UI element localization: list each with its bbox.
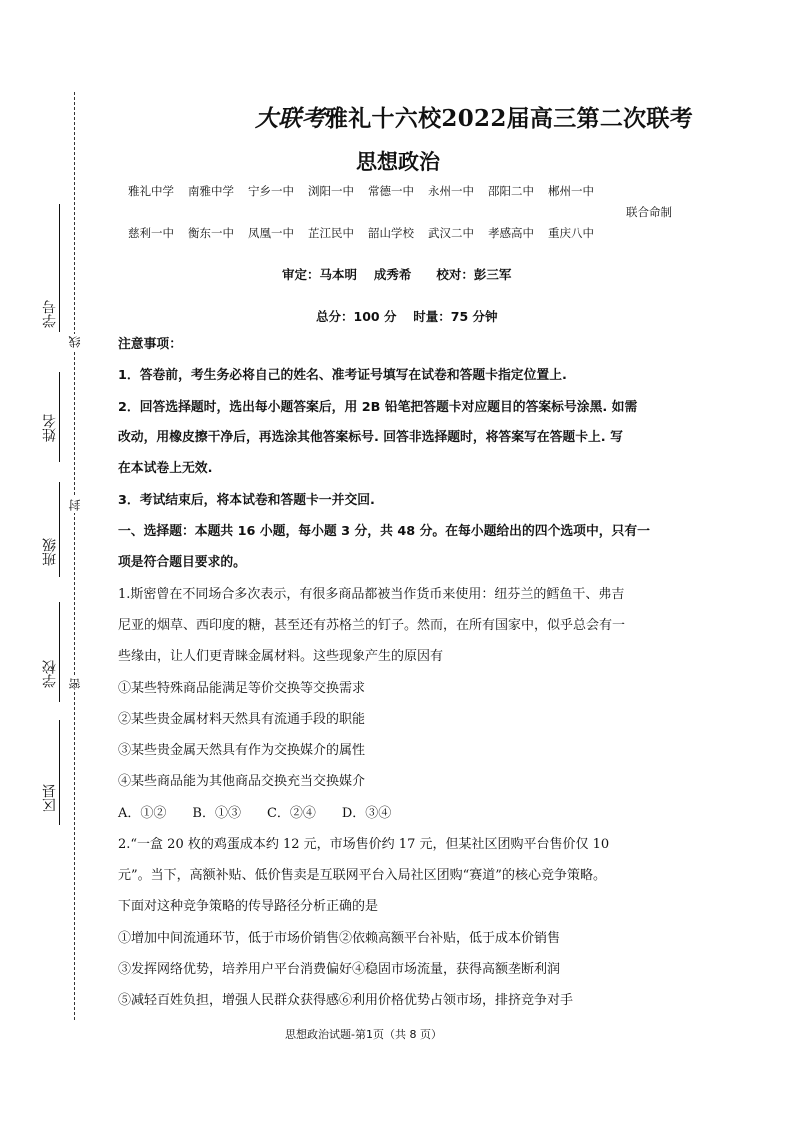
seal-char-line: 线 — [68, 336, 82, 348]
notice-line: 3．考试结束后，将本试卷和答题卡一并交回. — [118, 493, 375, 508]
school-name: 常德一中 — [368, 184, 414, 198]
school-name: 永州一中 — [428, 184, 474, 198]
binding-dashed-line — [74, 92, 75, 1020]
joint-compiled-label: 联合命制 — [626, 205, 672, 219]
field-underline-student-id — [59, 204, 60, 332]
school-name: 衡东一中 — [188, 226, 234, 240]
reviewers-line: 审定：马本明 成秀希 校对：彭三军 — [282, 267, 512, 282]
school-name: 浏阳一中 — [308, 184, 354, 198]
score-time-line: 总分：100 分 时量：75 分钟 — [316, 309, 498, 324]
field-label-name: 姓名 — [42, 414, 58, 442]
school-name: 慈利一中 — [128, 226, 174, 240]
field-label-student-id: 学号 — [42, 300, 58, 328]
question-line: 元”。当下，高额补贴、低价售卖是互联网平台入局社区团购“赛道”的核心竞争策略。 — [118, 868, 606, 883]
section-heading: 项是符合题目要求的。 — [118, 555, 246, 570]
seal-char-seal: 封 — [68, 499, 82, 511]
field-label-school: 学校 — [42, 660, 58, 688]
notice-heading: 注意事项： — [118, 337, 182, 352]
field-underline-name — [59, 372, 60, 462]
question-option: ③某些贵金属天然具有作为交换媒介的属性 — [118, 743, 366, 758]
field-label-district: 区县 — [42, 784, 58, 812]
school-name: 孝感高中 — [488, 226, 534, 240]
section-heading: 一、选择题：本题共 16 小题，每小题 3 分，共 48 分。在每小题给出的四个选项中，只有一 — [118, 524, 650, 539]
notice-line: 改动，用橡皮擦干净后，再选涂其他答案标号. 回答非选择题时，将答案写在答题卡上. 写 — [118, 430, 623, 445]
notice-line: 1．答卷前，考生务必将自己的姓名、准考证号填写在试卷和答题卡指定位置上. — [118, 368, 567, 383]
exam-title-text: 雅礼十六校2022届高三第二次联考 — [324, 105, 694, 132]
page-footer: 思想政治试题-第1页（共 8 页） — [285, 1028, 442, 1041]
field-underline-school — [59, 602, 60, 702]
exam-title-brand: 大联考 — [255, 105, 325, 132]
school-name: 南雅中学 — [188, 184, 234, 198]
school-name: 宁乡一中 — [248, 184, 294, 198]
seal-char-secret: 密 — [68, 678, 82, 690]
school-name: 邵阳二中 — [488, 184, 534, 198]
school-name: 凤凰一中 — [248, 226, 294, 240]
question-line: 些缘由，让人们更青睐金属材料。这些现象产生的原因有 — [118, 649, 444, 664]
school-name: 韶山学校 — [368, 226, 414, 240]
school-name: 重庆八中 — [548, 226, 594, 240]
question-option: ②某些贵金属材料天然具有流通手段的职能 — [118, 712, 366, 727]
question-option: ①某些特殊商品能满足等价交换等交换需求 — [118, 681, 366, 696]
field-label-class: 班级 — [42, 538, 58, 566]
school-name: 芷江民中 — [308, 226, 354, 240]
answer-choices: A．①② B．①③ C．②④ D．③④ — [118, 806, 392, 821]
question-line: 尼亚的烟草、西印度的糖，甚至还有苏格兰的钉子。然而，在所有国家中，似乎总会有一 — [118, 618, 626, 633]
exam-title — [255, 100, 693, 133]
question-line: 2.“一盒 20 枚的鸡蛋成本约 12 元，市场售价约 17 元，但某社区团购平台售价仅 10 — [118, 837, 610, 852]
question-line: 下面对这种竞争策略的传导路径分析正确的是 — [118, 899, 379, 914]
school-name: 郴州一中 — [548, 184, 594, 198]
subject-title: 思想政治 — [356, 149, 440, 174]
school-name: 雅礼中学 — [128, 184, 174, 198]
question-line: 1.斯密曾在不同场合多次表示，有很多商品都被当作货币来使用：纽芬兰的鳕鱼干、弗吉 — [118, 587, 625, 602]
question-option: ③发挥网络优势，培养用户平台消费偏好④稳固市场流量，获得高额垄断利润 — [118, 962, 561, 977]
notice-line: 在本试卷上无效. — [118, 461, 213, 476]
question-option: ①增加中间流通环节，低于市场价销售②依赖高额平台补贴，低于成本价销售 — [118, 931, 561, 946]
field-underline-district — [59, 720, 60, 825]
question-option: ④某些商品能为其他商品交换充当交换媒介 — [118, 774, 366, 789]
school-name: 武汉二中 — [428, 226, 474, 240]
notice-line: 2．回答选择题时，选出每小题答案后，用 2B 铅笔把答题卡对应题目的答案标号涂黑. 如需 — [118, 400, 638, 415]
field-underline-class — [59, 482, 60, 577]
question-option: ⑤减轻百姓负担，增强人民群众获得感⑥利用价格优势占领市场，排挤竞争对手 — [118, 993, 574, 1008]
